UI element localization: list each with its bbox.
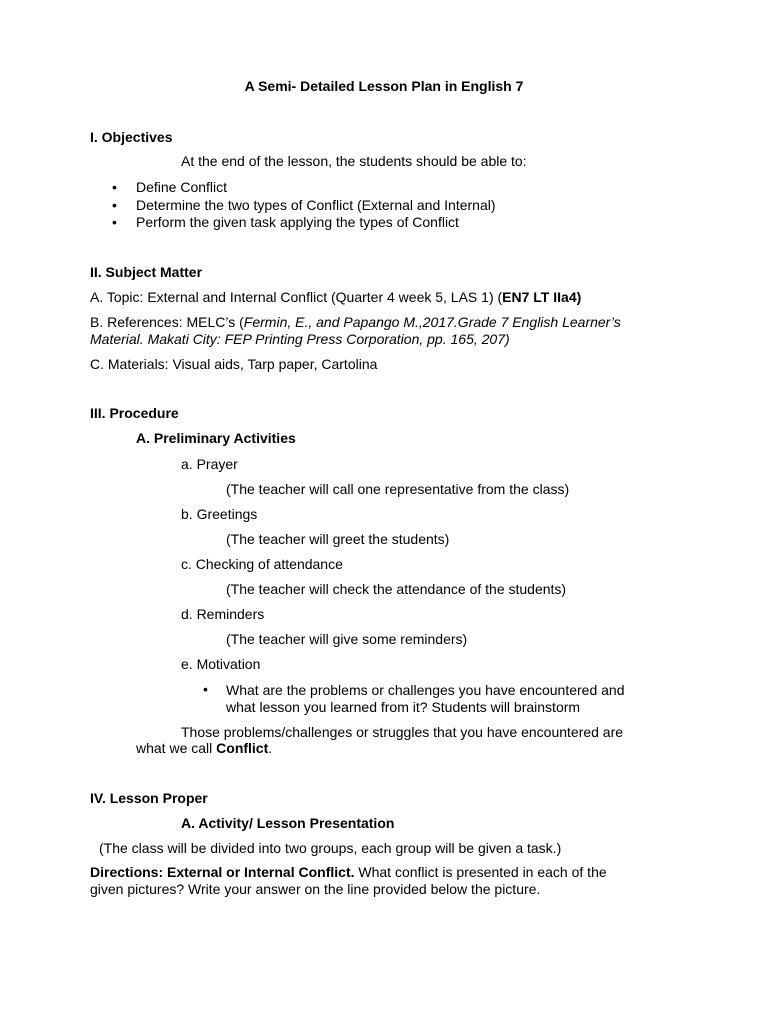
- objectives-intro: At the end of the lesson, the students should be able to:: [181, 153, 527, 169]
- motivation-question-2: what lesson you learned from it? Students will brainstorm: [226, 699, 581, 715]
- step-label: d. Reminders: [181, 606, 265, 622]
- motivation-question-1: What are the problems or challenges you have encountered and: [226, 682, 625, 698]
- step-note: (The teacher will greet the students): [226, 531, 450, 547]
- objective-item: • Define Conflict: [90, 179, 496, 197]
- step-label: c. Checking of attendance: [181, 556, 343, 572]
- conclusion-keyword: Conflict: [216, 740, 269, 756]
- bullet-dot-icon: •: [203, 681, 208, 697]
- directions-line-2: given pictures? Write your answer on the line provided below the picture.: [90, 881, 541, 897]
- objective-item: • Perform the given task applying the types of Conflict: [90, 214, 496, 232]
- step-label: b. Greetings: [181, 506, 258, 522]
- objectives-heading: I. Objectives: [90, 129, 173, 145]
- document-title: A Semi- Detailed Lesson Plan in English 7: [244, 78, 524, 94]
- motivation-label: e. Motivation: [181, 656, 261, 672]
- references-line-1: [90, 314, 690, 331]
- references-label: B. References: MELC’s (: [90, 314, 244, 330]
- conclusion-line-1: Those problems/challenges or struggles that you have encountered are: [181, 724, 624, 740]
- procedure-heading: III. Procedure: [90, 405, 179, 421]
- references-citation-2: Material. Makati City: FEP Printing Press Corporation, pp. 165, 207): [90, 331, 510, 347]
- objectives-list: [90, 179, 496, 232]
- topic-text: A. Topic: External and Internal Conflict (Quarter 4 week 5, LAS 1) (: [90, 289, 503, 305]
- directions-line-1: [90, 864, 690, 881]
- preliminary-activities-heading: A. Preliminary Activities: [136, 430, 296, 446]
- step-label: a. Prayer: [181, 456, 238, 472]
- directions-label: Directions: External or Internal Conflict.: [90, 864, 355, 880]
- step-note: (The teacher will give some reminders): [226, 631, 468, 647]
- topic-code: EN7 LT IIa4): [502, 289, 582, 305]
- lesson-proper-heading: IV. Lesson Proper: [90, 790, 208, 806]
- step-note: (The teacher will call one representative from the class): [226, 481, 570, 497]
- materials-line: C. Materials: Visual aids, Tarp paper, Cartolina: [90, 356, 378, 372]
- class-note: (The class will be divided into two groups, each group will be given a task.): [99, 840, 562, 856]
- directions-text: What conflict is presented in each of the: [354, 864, 607, 880]
- conclusion-suffix: .: [268, 740, 273, 756]
- topic-line: [90, 289, 690, 306]
- subject-matter-heading: II. Subject Matter: [90, 264, 203, 280]
- references-citation-1: Fermin, E., and Papango M.,2017.Grade 7 English Learner’s: [243, 314, 621, 330]
- conclusion-line-2: [136, 740, 736, 757]
- activity-heading: A. Activity/ Lesson Presentation: [181, 815, 395, 831]
- conclusion-prefix: what we call: [136, 740, 217, 756]
- objective-item: • Determine the two types of Conflict (External and Internal): [90, 197, 496, 215]
- step-note: (The teacher will check the attendance of the students): [226, 581, 567, 597]
